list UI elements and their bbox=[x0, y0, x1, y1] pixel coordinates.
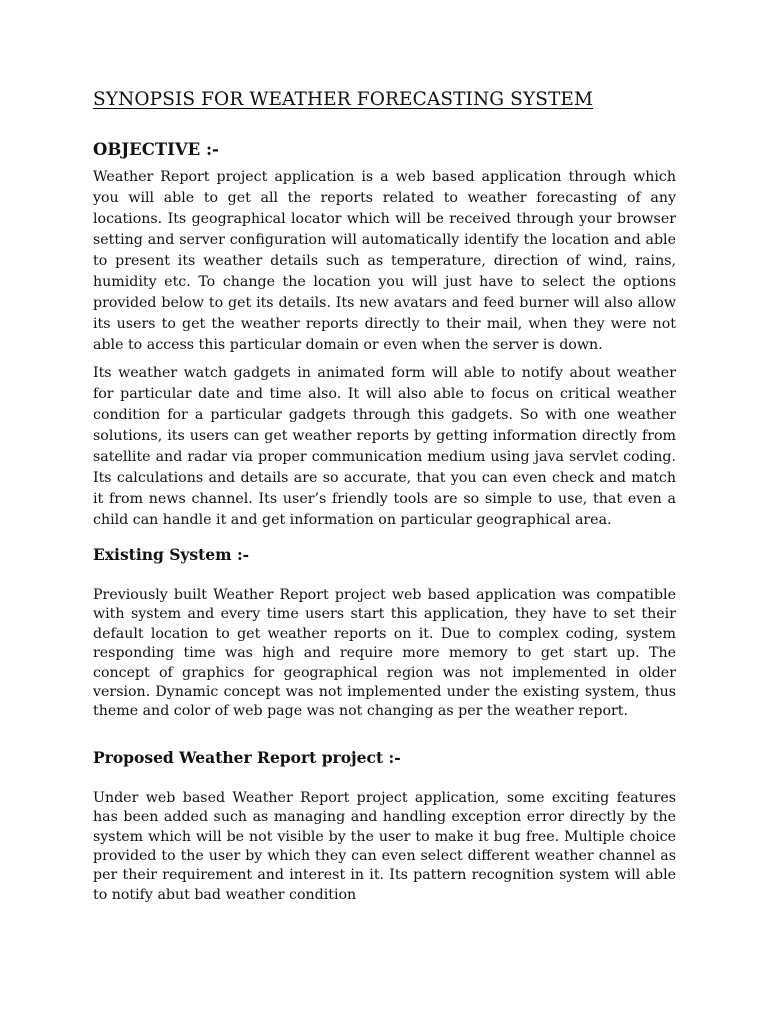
document-title: SYNOPSIS FOR WEATHER FORECASTING SYSTEM bbox=[93, 89, 594, 110]
objective-paragraph-2: Its weather watch gadgets in animated form will able to notify about weather for particular date and time also. It will also able to focus on critical weather condition for a particular gadgets through this gadgets. So with one weather solutions, its users can get weather reports by getting information directly from satellite and radar via proper communication medium using java servlet coding. Its calculations and details are so accurate, that you can even check and match it from news channel. Its user’s friendly tools are so simple to use, that even a child can handle it and get information on particular geographical area. bbox=[93, 365, 676, 528]
existing-system-paragraph: Previously built Weather Report project web based application was compatible with system and every time users start this application, they have to set their default location to get weather reports on it. Due to complex coding, system responding time was high and require more memory to get start up. The concept of graphics for geographical region was not implemented in older version. Dynamic concept was not implemented under the existing system, thus theme and color of web page was not changing as per the weather report. bbox=[93, 587, 676, 720]
objective-paragraph-1: Weather Report project application is a web based application through which you will able to get all the reports related to weather forecasting of any locations. Its geographical locator which will be received through your browser setting and server configuration will automatically identify the location and able to present its weather details such as temperature, direction of wind, rains, humidity etc. To change the location you will just have to select the options provided below to get its details. Its new avatars and feed burner will also allow its users to get the weather reports directly to their mail, when they were not able to access this particular domain or even when the server is down. bbox=[93, 169, 676, 353]
proposed-project-paragraph: Under web based Weather Report project application, some exciting features has been added such as managing and handling exception error directly by the system which will be not visible by the user to make it bug free. Multiple choice provided to the user by which they can even select different weather channel as per their requirement and interest in it. Its pattern recognition system will able to notify abut bad weather condition bbox=[93, 789, 676, 903]
existing-system-heading: Existing System :- bbox=[93, 545, 250, 564]
objective-heading: OBJECTIVE :- bbox=[93, 140, 219, 159]
proposed-project-heading: Proposed Weather Report project :- bbox=[93, 747, 401, 767]
